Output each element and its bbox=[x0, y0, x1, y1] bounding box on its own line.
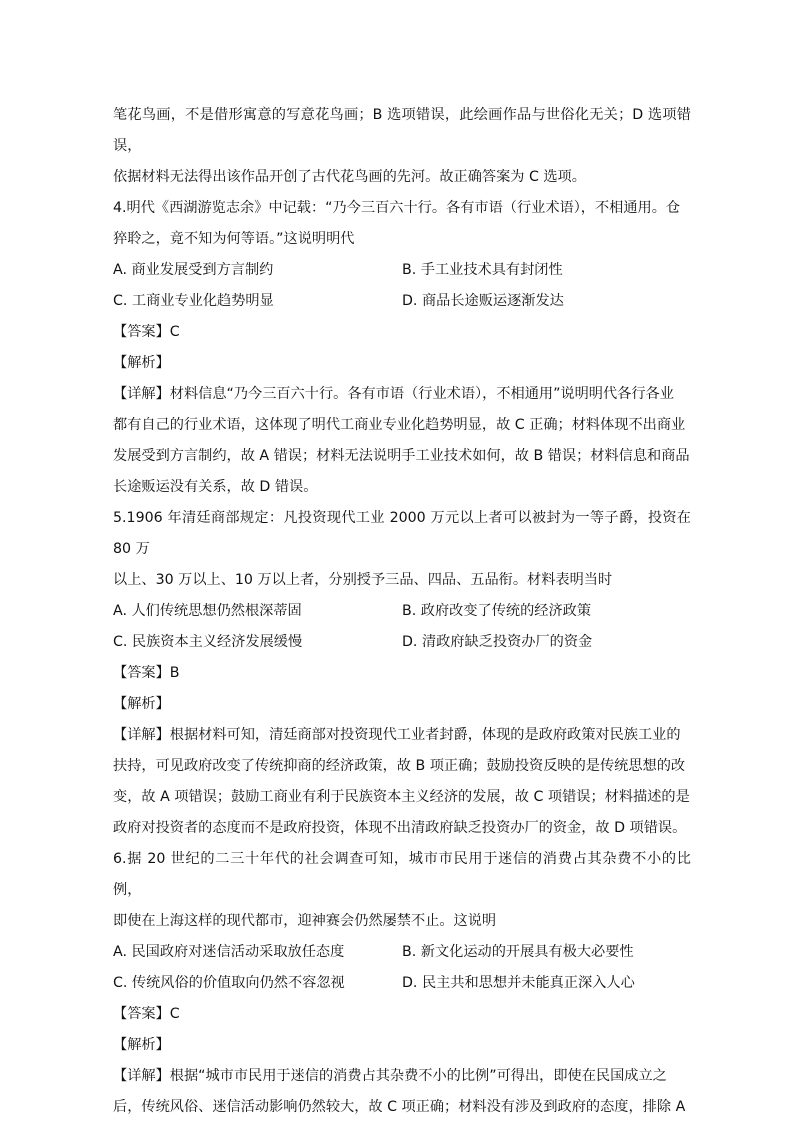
text-line: 依据材料无法得出该作品开创了古代花鸟画的先河。故正确答案为 C 选项。 bbox=[113, 169, 586, 185]
detail-line: 政府对投资者的态度而不是政府投资，体现不出清政府缺乏投资办厂的资金，故 D 项错误。 bbox=[113, 820, 687, 836]
question-4 bbox=[113, 193, 691, 503]
question-stem-line: 猝聆之，竟不知为何等语。”这说明明代 bbox=[113, 231, 355, 247]
detail-line: 都有自己的行业术语，这体现了明代工商业专业化趋势明显，故 C 正确；材料体现不出商业 bbox=[113, 417, 686, 433]
question-stem-line: 4.明代《西湖游览志余》中记载：“乃今三百六十行。各有市语（行业术语），不相通用。仓 bbox=[113, 200, 681, 216]
option-d: D. 民主共和思想并未能真正深入人心 bbox=[402, 975, 635, 991]
answer-line: 【答案】B bbox=[113, 665, 180, 681]
option-c: C. 民族资本主义经济发展缓慢 bbox=[113, 634, 303, 650]
option-b: B. 手工业技术具有封闭性 bbox=[402, 262, 563, 278]
option-d: D. 商品长途贩运逐渐发达 bbox=[402, 293, 564, 309]
options-grid bbox=[113, 596, 691, 658]
text-line: 笔花鸟画，不是借形寓意的写意花鸟画；B 选项错误，此绘画作品与世俗化无关；D 选项错误， bbox=[113, 107, 691, 154]
detail-line: 【详解】材料信息“乃今三百六十行。各有市语（行业术语），不相通用”说明明代各行各业 bbox=[113, 386, 674, 402]
option-a: A. 商业发展受到方言制约 bbox=[113, 262, 274, 278]
question-stem-line: 6.据 20 世纪的二三十年代的社会调查可知，城市市民用于迷信的消费占其杂费不小的比例， bbox=[113, 851, 691, 898]
options-grid bbox=[113, 937, 691, 999]
option-b: B. 新文化运动的开展具有极大必要性 bbox=[402, 944, 634, 960]
question-6 bbox=[113, 844, 691, 1123]
page-content bbox=[113, 100, 691, 1123]
option-b: B. 政府改变了传统的经济政策 bbox=[402, 603, 592, 619]
detail-line: 【详解】根据材料可知，清廷商部对投资现代工业者封爵，体现的是政府政策对民族工业的 bbox=[113, 727, 681, 743]
answer-line: 【答案】C bbox=[113, 324, 180, 340]
option-a: A. 民国政府对迷信活动采取放任态度 bbox=[113, 944, 345, 960]
question-5 bbox=[113, 503, 691, 844]
option-c: C. 传统风俗的价值取向仍然不容忽视 bbox=[113, 975, 345, 991]
detail-line: 发展受到方言制约，故 A 错误；材料无法说明手工业技术如何，故 B 错误；材料信息和商品 bbox=[113, 448, 690, 464]
analysis-label: 【解析】 bbox=[113, 696, 170, 712]
detail-line: 后，传统风俗、迷信活动影响仍然较大，故 C 项正确；材料没有涉及到政府的态度，排除 A bbox=[113, 1099, 686, 1115]
detail-line: 扶持，可见政府改变了传统抑商的经济政策，故 B 项正确；鼓励投资反映的是传统思想的改 bbox=[113, 758, 686, 774]
option-a: A. 人们传统思想仍然根深蒂固 bbox=[113, 603, 302, 619]
previous-explanation bbox=[113, 100, 691, 193]
analysis-label: 【解析】 bbox=[113, 1037, 170, 1053]
detail-line: 长途贩运没有关系，故 D 错误。 bbox=[113, 479, 318, 495]
question-stem-line: 以上、30 万以上、10 万以上者，分别授予三品、四品、五品衔。材料表明当时 bbox=[113, 572, 613, 588]
question-stem-line: 即使在上海这样的现代都市，迎神赛会仍然屡禁不止。这说明 bbox=[113, 913, 497, 929]
analysis-label: 【解析】 bbox=[113, 355, 170, 371]
options-grid bbox=[113, 255, 691, 317]
detail-line: 变，故 A 项错误；鼓励工商业有利于民族资本主义经济的发展，故 C 项错误；材料描述的是 bbox=[113, 789, 690, 805]
answer-line: 【答案】C bbox=[113, 1006, 180, 1022]
question-stem-line: 5.1906 年清廷商部规定：凡投资现代工业 2000 万元以上者可以被封为一等子爵，投资在 80 万 bbox=[113, 510, 691, 557]
option-c: C. 工商业专业化趋势明显 bbox=[113, 293, 274, 309]
detail-line: 【详解】根据“城市市民用于迷信的消费占其杂费不小的比例”可得出，即使在民国成立之 bbox=[113, 1068, 667, 1084]
option-d: D. 清政府缺乏投资办厂的资金 bbox=[402, 634, 593, 650]
